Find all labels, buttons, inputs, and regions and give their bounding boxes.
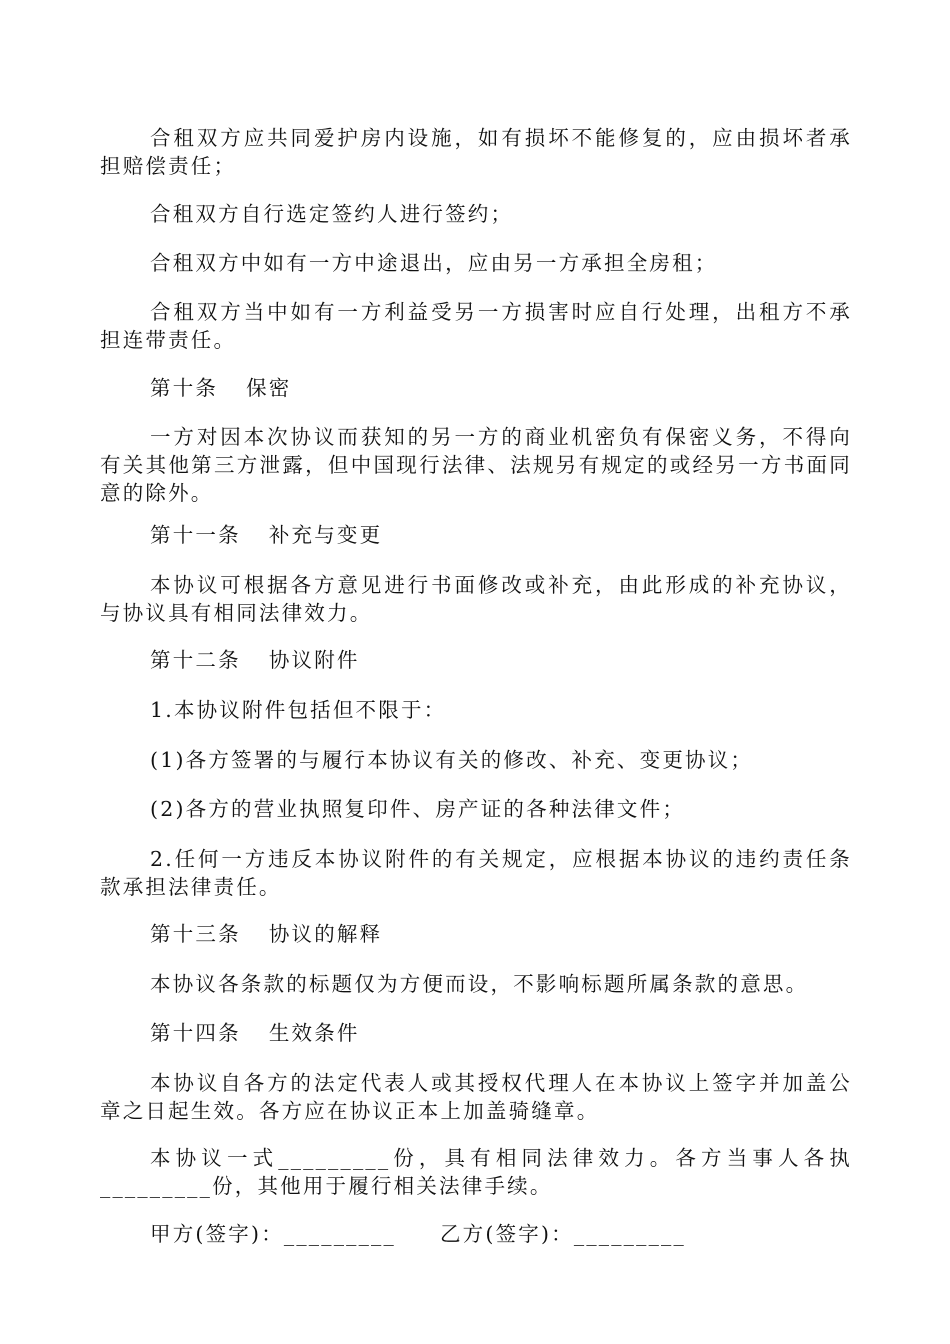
article-number: 第十一条 <box>150 523 241 547</box>
copies-blank: _________ <box>278 1146 391 1170</box>
article-heading <box>100 1019 852 1047</box>
copies-blank: _________ <box>100 1174 213 1198</box>
paragraph: 本协议自各方的法定代表人或其授权代理人在本协议上签字并加盖公章之日起生效。各方应在协议正本上加盖骑缝章。 <box>100 1071 852 1123</box>
party-a-label: 甲方(签字)： <box>150 1222 284 1246</box>
copies-text: 份，其他用于履行相关法律手续。 <box>212 1174 553 1198</box>
article-title: 保密 <box>246 376 292 400</box>
signature-line <box>100 1220 852 1248</box>
article-title: 补充与变更 <box>268 523 383 547</box>
paragraph: 合租双方应共同爱护房内设施，如有损坏不能修复的，应由损坏者承担赔偿责任； <box>100 126 852 178</box>
article-number: 第十三条 <box>150 922 241 946</box>
article-heading <box>100 920 852 948</box>
party-b-signature-blank: _________ <box>573 1222 686 1246</box>
paragraph: (2)各方的营业执照复印件、房产证的各种法律文件； <box>150 797 686 821</box>
article-number: 第十二条 <box>150 648 241 672</box>
copies-text: 份，具有相同法律效力。各方当事人各执 <box>390 1146 852 1170</box>
paragraph: 1.本协议附件包括但不限于： <box>150 698 447 722</box>
article-title: 协议的解释 <box>268 922 383 946</box>
paragraph: 本协议各条款的标题仅为方便而设，不影响标题所属条款的意思。 <box>150 972 809 996</box>
paragraph: 2.任何一方违反本协议附件的有关规定，应根据本协议的违约责任条款承担法律责任。 <box>100 847 852 899</box>
article-number: 第十四条 <box>150 1021 241 1045</box>
article-number: 第十条 <box>150 376 219 400</box>
article-heading <box>100 374 852 402</box>
article-title: 生效条件 <box>268 1021 360 1045</box>
paragraph: 合租双方中如有一方中途退出，应由另一方承担全房租； <box>150 251 718 275</box>
article-title: 协议附件 <box>268 648 360 672</box>
paragraph: (1)各方签署的与履行本协议有关的修改、补充、变更协议； <box>150 748 754 772</box>
paragraph: 本协议可根据各方意见进行书面修改或补充，由此形成的补充协议，与协议具有相同法律效力。 <box>100 573 852 625</box>
paragraph: 一方对因本次协议而获知的另一方的商业机密负有保密义务，不得向有关其他第三方泄露，但中国现行法律、法规另有规定的或经另一方书面同意的除外。 <box>100 425 852 505</box>
party-a-signature-blank: _________ <box>283 1222 396 1246</box>
paragraph: 合租双方自行选定签约人进行签约； <box>150 202 514 226</box>
copies-text: 本协议一式 <box>150 1146 279 1170</box>
copies-paragraph <box>100 1144 852 1200</box>
article-heading <box>100 646 852 674</box>
article-heading <box>100 521 852 549</box>
party-b-label: 乙方(签字)： <box>439 1222 574 1246</box>
paragraph: 合租双方当中如有一方利益受另一方损害时应自行处理，出租方不承担连带责任。 <box>100 300 852 352</box>
